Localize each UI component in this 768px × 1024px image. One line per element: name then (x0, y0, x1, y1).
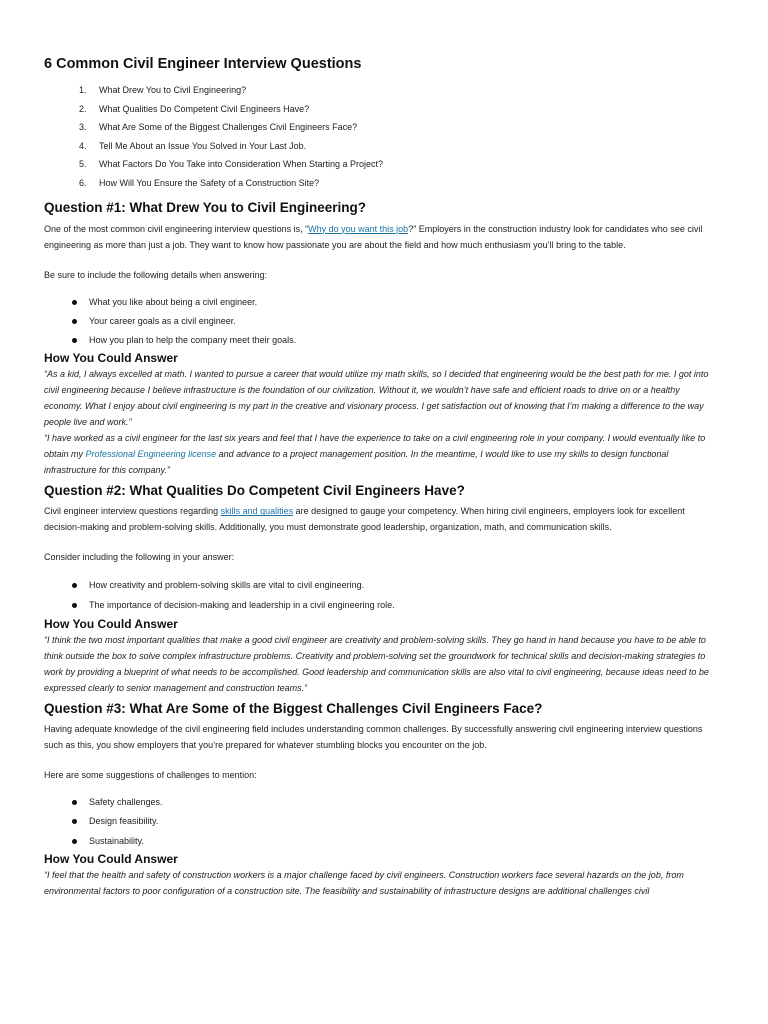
bullet-icon (72, 839, 77, 844)
question-list-item: 2. What Qualities Do Competent Civil Engineers Have? (89, 100, 716, 119)
how-you-could-answer-heading: How You Could Answer (44, 851, 178, 866)
question-list (44, 81, 716, 193)
professional-engineering-license-link[interactable]: Professional Engineering license (85, 449, 217, 460)
bullet-item (44, 812, 716, 831)
sample-answer (44, 430, 716, 478)
bullet-text: The importance of decision-making and leadership in a civil engineering role. (89, 599, 395, 610)
bullet-icon (72, 319, 77, 324)
question-1-intro-text: One of the most common civil engineering interview questions is, “ (44, 223, 309, 234)
question-list-item: 5. What Factors Do You Take into Consideration When Starting a Project? (89, 155, 716, 174)
bullet-icon (72, 800, 77, 805)
sample-answer: “As a kid, I always excelled at math. I wanted to pursue a career that would utilize my math skills, so I decided that engineering would be the best path for me. I got into civil engineering because I believe infrastructure is the foundation of our civilization. Without it, we wouldn’t have safe and efficient roads to drive on or a healthy economy. What I enjoy about civil engineering is my part in the creative and visionary process. I get satisfaction out of knowing that I’m making a difference to the way people live and work.” (44, 369, 709, 428)
question-1-heading: Question #1: What Drew You to Civil Engineering? (44, 199, 367, 215)
question-list-item: 4. Tell Me About an Issue You Solved in Your Last Job. (89, 137, 716, 156)
question-3-intro: Having adequate knowledge of the civil engineering field includes understanding common challenges. By successfully answering civil engineering interview questions such as this, you show employers that you’re prepared for whatever stumbling blocks you encounter on the job. (44, 724, 703, 751)
question-2-lead: Consider including the following in your answer: (44, 552, 235, 563)
question-list-item: 6. How Will You Ensure the Safety of a Construction Site? (89, 174, 716, 193)
question-2-intro-text-2: are designed to gauge your competency. When hiring civil engineers, employers look for excellent decision-making and problem-solving skills. Additionally, you must demonstrate good leadership, organization, math, and communication skills. (44, 506, 685, 533)
question-1-bullets (44, 293, 716, 351)
bullet-item (44, 596, 716, 615)
question-3-heading: Question #3: What Are Some of the Biggest Challenges Civil Engineers Face? (44, 701, 543, 717)
sample-answer-text-2: and advance to a project management position. In the meantime, I would like to use my skills to design functional infrastructure for this company.” (44, 449, 669, 476)
bullet-text: Your career goals as a civil engineer. (89, 315, 236, 326)
skills-and-qualities-link[interactable]: skills and qualities (220, 506, 294, 517)
document-page (44, 54, 716, 899)
bullet-icon (72, 338, 77, 343)
bullet-icon (72, 603, 77, 608)
question-list-item: 1. What Drew You to Civil Engineering? (89, 81, 716, 100)
bullet-text: Design feasibility. (89, 816, 159, 827)
question-3-bullets (44, 793, 716, 851)
question-2-heading: Question #2: What Qualities Do Competent Civil Engineers Have? (44, 483, 465, 499)
question-3-lead: Here are some suggestions of challenges to mention: (44, 770, 257, 781)
bullet-item (44, 576, 716, 595)
bullet-item (44, 312, 716, 331)
bullet-item (44, 293, 716, 312)
bullet-icon (72, 300, 77, 305)
question-1-intro-text-2: ?” Employers in the construction industry look for candidates who see civil engineering as more than just a job. They want to know how passionate you are about the field and how much enthusiasm you’ll bring to the table. (44, 223, 703, 250)
question-2-intro (44, 503, 716, 535)
bullet-text: What you like about being a civil engineer. (89, 296, 258, 307)
question-2-bullets (44, 576, 716, 615)
bullet-item (44, 793, 716, 812)
how-you-could-answer-heading: How You Could Answer (44, 617, 178, 632)
sample-answer: “I think the two most important qualities that make a good civil engineer are creativity and problem-solving skills. They go hand in hand because you have to be able to think outside the box to solve complex infrastructure problems. Creativity and problem-solving set the groundwork for technical skills and decision-making strategies to work by providing a blueprint of what needs to be accomplished. Good leadership and communication skills are also vital to civil engineering, because ideas need to be expressed clearly to senior management and construction teams.” (44, 635, 709, 694)
bullet-text: How creativity and problem-solving skills are vital to civil engineering. (89, 580, 365, 591)
bullet-item (44, 331, 716, 350)
bullet-text: Safety challenges. (89, 797, 163, 808)
why-do-you-want-this-job-link[interactable]: Why do you want this job (308, 223, 409, 234)
sample-answer-text: “I have worked as a civil engineer for the last six years and feel that I have the experience to take on a civil engineering role in your company. I would eventually like to obtain my (44, 433, 706, 460)
question-1-intro (44, 221, 716, 253)
page-title: 6 Common Civil Engineer Interview Questions (44, 56, 362, 72)
bullet-item (44, 832, 716, 851)
bullet-text: Sustainability. (89, 835, 144, 846)
bullet-icon (72, 583, 77, 588)
bullet-icon (72, 819, 77, 824)
question-list-item: 3. What Are Some of the Biggest Challenges Civil Engineers Face? (89, 118, 716, 137)
how-you-could-answer-heading: How You Could Answer (44, 351, 178, 366)
bullet-text: How you plan to help the company meet their goals. (89, 335, 297, 346)
question-2-intro-text: Civil engineer interview questions regarding (44, 506, 221, 517)
question-1-lead: Be sure to include the following details when answering: (44, 269, 268, 280)
sample-answer: “I feel that the health and safety of construction workers is a major challenge faced by civil engineers. Construction workers face several hazards on the job, from environmental factors to poor configuration of a construction site. The feasibility and sustainability of infrastructure designs are additional challenges civil (44, 869, 684, 896)
